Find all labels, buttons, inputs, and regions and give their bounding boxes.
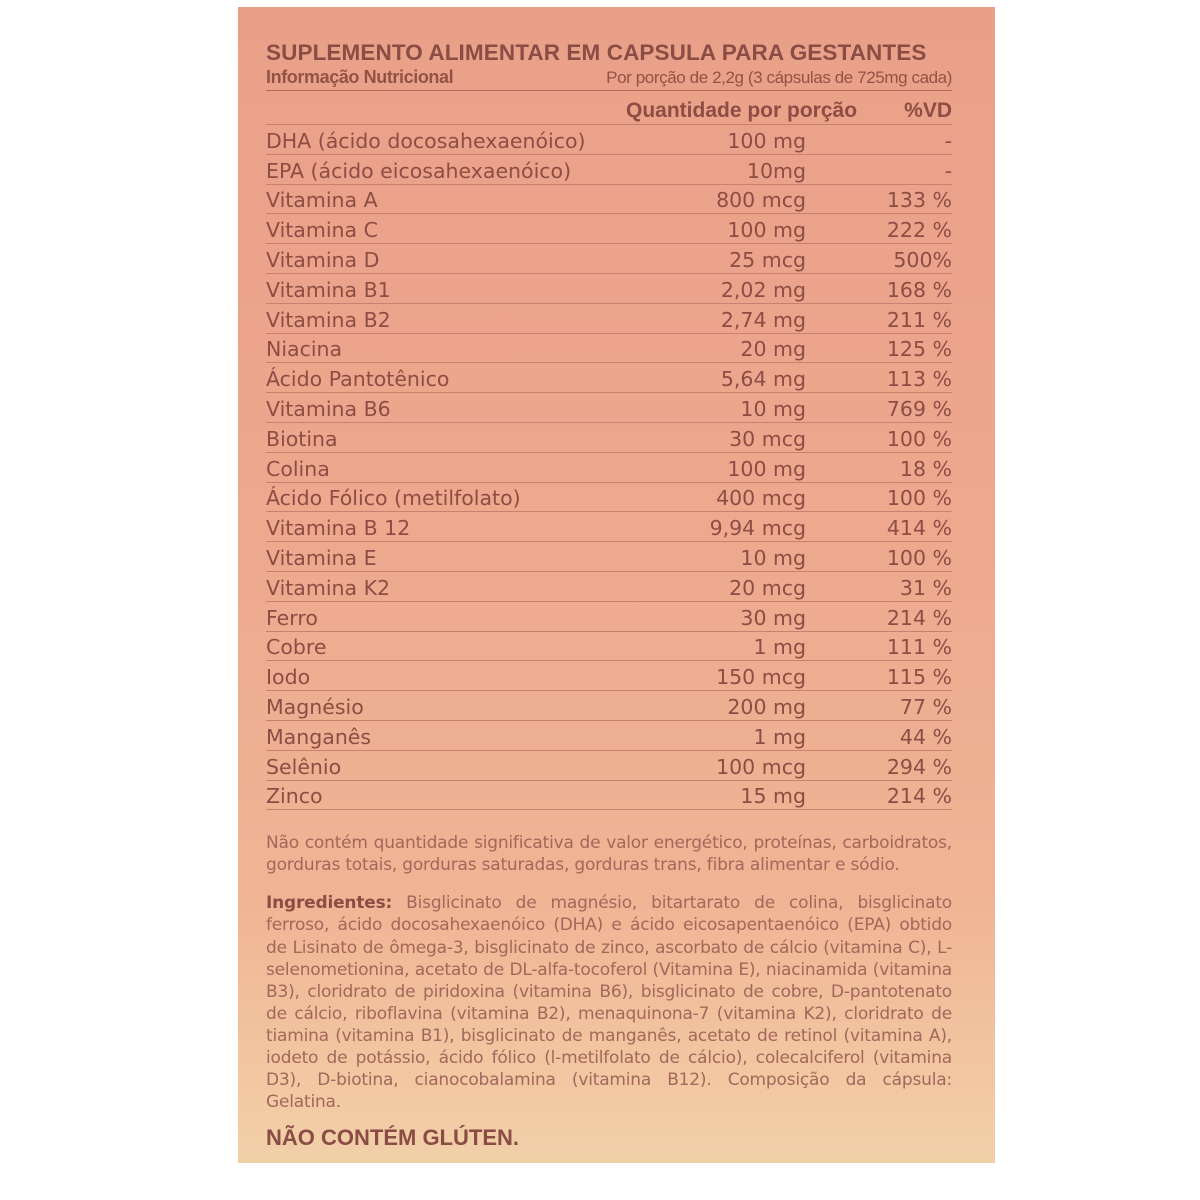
nutrient-daily-value: 168 % (886, 277, 952, 302)
nutrient-daily-value: 31 % (899, 575, 952, 600)
table-row (266, 781, 952, 811)
nutrient-quantity: 20 mg (740, 337, 806, 362)
nutrient-quantity: 1 mg (753, 724, 806, 749)
table-row (266, 453, 952, 483)
nutrient-name: Ácido Pantotênico (266, 367, 450, 392)
nutrient-name: Vitamina B1 (266, 277, 391, 302)
nutrient-quantity: 400 mcg (716, 486, 806, 511)
nutrient-name: Ferro (266, 605, 318, 630)
table-row (266, 214, 952, 244)
nutrient-name: Vitamina C (266, 218, 378, 243)
table-row (266, 125, 952, 155)
nutrient-quantity: 100 mg (727, 218, 806, 243)
table-row (266, 393, 952, 423)
table-row (266, 155, 952, 185)
nutrient-quantity: 100 mg (727, 456, 806, 481)
nutrient-daily-value: 222 % (886, 218, 952, 243)
nutrition-subheader (266, 67, 952, 91)
nutrient-name: Vitamina A (266, 188, 378, 213)
nutrient-daily-value: 44 % (899, 724, 952, 749)
nutrient-daily-value: 125 % (886, 337, 952, 362)
nutrient-daily-value: 18 % (899, 456, 952, 481)
nutrient-daily-value: 211 % (886, 307, 952, 332)
nutrient-quantity: 100 mg (727, 128, 806, 153)
nutrient-daily-value: - (944, 128, 952, 153)
nutrition-table (266, 95, 952, 810)
nutrient-daily-value: 294 % (886, 754, 952, 779)
table-row (266, 721, 952, 751)
header-daily-value: %VD (904, 99, 952, 122)
nutrient-daily-value: 500% (893, 247, 952, 272)
table-row (266, 661, 952, 691)
nutrient-name: Colina (266, 456, 330, 481)
portion-size: Por porção de 2,2g (3 cápsulas de 725mg cada) (606, 68, 952, 87)
nutrient-daily-value: 77 % (899, 694, 952, 719)
nutrient-quantity: 200 mg (727, 694, 806, 719)
table-row (266, 334, 952, 364)
table-row (266, 572, 952, 602)
nutrition-note: Não contém quantidade significativa de valor energético, proteínas, carboidratos, gorduras totais, gorduras saturadas, gorduras trans, fibra alimentar e sódio. (266, 833, 952, 876)
nutrient-name: Vitamina K2 (266, 575, 391, 600)
nutrient-quantity: 30 mcg (729, 426, 806, 451)
table-row (266, 304, 952, 334)
nutrient-quantity: 30 mg (740, 605, 806, 630)
table-header-row (266, 95, 952, 125)
nutrient-quantity: 800 mcg (716, 188, 806, 213)
nutrient-name: Manganês (266, 724, 372, 749)
ingredients-label: Ingredientes: (266, 893, 393, 914)
nutrient-name: Vitamina D (266, 247, 380, 272)
nutrient-daily-value: 414 % (886, 516, 952, 541)
table-row (266, 363, 952, 393)
gluten-warning: NÃO CONTÉM GLÚTEN. (266, 1125, 519, 1151)
nutrient-daily-value: 113 % (886, 367, 952, 392)
table-row (266, 274, 952, 304)
nutrient-daily-value: 100 % (886, 486, 952, 511)
nutrient-quantity: 10 mg (740, 545, 806, 570)
nutrient-name: Biotina (266, 426, 338, 451)
table-row (266, 483, 952, 513)
label-content (266, 39, 952, 1151)
nutrient-quantity: 20 mcg (729, 575, 806, 600)
nutrient-name: Zinco (266, 784, 323, 809)
nutrient-name: EPA (ácido eicosahexaenóico) (266, 158, 572, 183)
nutrition-label-panel (238, 7, 995, 1163)
table-row (266, 542, 952, 572)
nutrient-daily-value: - (944, 158, 952, 183)
ingredients-paragraph (266, 892, 952, 1113)
nutrient-daily-value: 100 % (886, 426, 952, 451)
table-row (266, 185, 952, 215)
table-row (266, 691, 952, 721)
ingredients-text: Bisglicinato de magnésio, bitartarato de colina, bisglicinato ferroso, ácido docosahexaenóico (DHA) e ácido eicosapentaenóico (EPA) obtido de Lisinato de ômega-3, bisglicinato de zinco, ascorbato de cálcio (vitamina C), L-selenometionina, acetato de DL-alfa-tocoferol (Vitamina E), niacinamida (vitamina B3), cloridrato de piridoxina (vitamina B6), bisglicinato de cobre, D-pantotenato de cálcio, riboflavina (vitamina B2), menaquinona-7 (vitamina K2), cloridrato de tiamina (vitamina B1), bisglicinato de manganês, acetato de retinol (vitamina A), iodeto de potássio, ácido fólico (l-metilfolato de cálcio), colecalciferol (vitamina D3), D-biotina, cianocobalamina (vitamina B12). Composição da cápsula: Gelatina. (266, 893, 952, 1113)
table-row (266, 512, 952, 542)
table-row (266, 244, 952, 274)
nutrient-quantity: 25 mcg (729, 247, 806, 272)
nutrient-quantity: 2,74 mg (720, 307, 806, 332)
table-row (266, 632, 952, 662)
nutrient-daily-value: 115 % (886, 665, 952, 690)
table-row (266, 423, 952, 453)
table-row (266, 751, 952, 781)
nutrient-daily-value: 100 % (886, 545, 952, 570)
nutrient-daily-value: 214 % (886, 784, 952, 809)
table-row (266, 602, 952, 632)
nutrient-name: DHA (ácido docosahexaenóico) (266, 128, 586, 153)
nutrient-quantity: 100 mcg (716, 754, 806, 779)
nutrient-name: Vitamina B2 (266, 307, 391, 332)
nutrient-name: Cobre (266, 635, 327, 660)
nutrient-quantity: 1 mg (753, 635, 806, 660)
nutrient-quantity: 9,94 mcg (709, 516, 806, 541)
nutrient-name: Magnésio (266, 694, 364, 719)
product-title: SUPLEMENTO ALIMENTAR EM CAPSULA PARA GESTANTES (266, 40, 927, 65)
nutrient-quantity: 10mg (746, 158, 806, 183)
nutrient-name: Niacina (266, 337, 343, 362)
nutrient-daily-value: 133 % (886, 188, 952, 213)
nutrient-name: Ácido Fólico (metilfolato) (266, 486, 521, 511)
nutrient-name: Iodo (266, 665, 311, 690)
header-quantity: Quantidade por porção (626, 99, 858, 122)
nutrient-name: Selênio (266, 754, 342, 779)
nutrient-quantity: 150 mcg (716, 665, 806, 690)
nutrient-quantity: 15 mg (740, 784, 806, 809)
nutrient-name: Vitamina E (266, 545, 377, 570)
nutrient-name: Vitamina B 12 (266, 516, 411, 541)
nutrient-name: Vitamina B6 (266, 396, 391, 421)
nutrient-daily-value: 769 % (886, 396, 952, 421)
nutrient-daily-value: 111 % (886, 635, 952, 660)
nutrient-quantity: 5,64 mg (720, 367, 806, 392)
nutrient-daily-value: 214 % (886, 605, 952, 630)
nutrient-quantity: 10 mg (740, 396, 806, 421)
nutrition-info-title: Informação Nutricional (266, 67, 454, 87)
nutrient-quantity: 2,02 mg (720, 277, 806, 302)
